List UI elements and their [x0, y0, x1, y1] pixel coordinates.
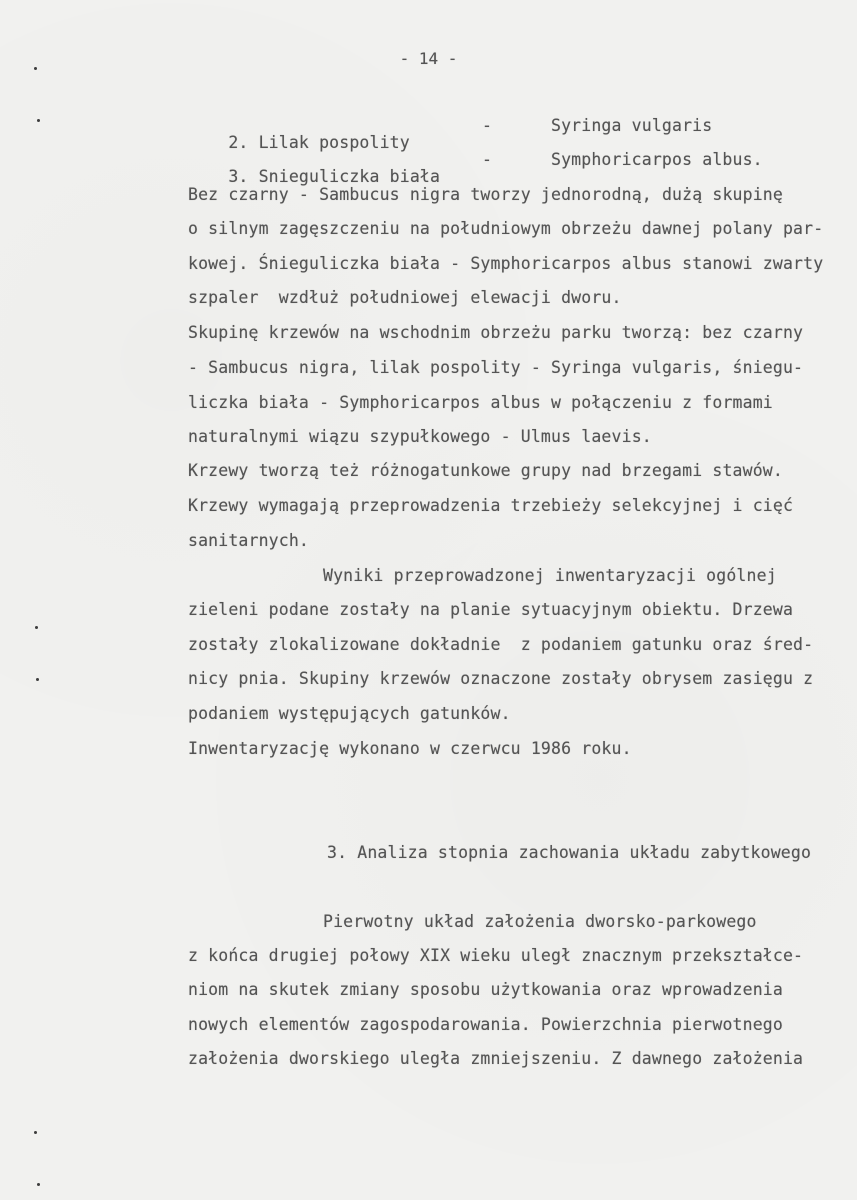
- body-line: Inwentaryzację wykonano w czerwcu 1986 roku.: [188, 739, 632, 758]
- body-line: szpaler wzdłuż południowej elewacji dworu.: [188, 288, 622, 307]
- section-heading: 3. Analiza stopnia zachowania układu zabytkowego: [327, 843, 812, 862]
- body-line: Krzewy wymagają przeprowadzenia trzebieży selekcyjnej i cięć: [188, 496, 794, 515]
- body-line: podaniem występujących gatunków.: [188, 704, 511, 723]
- species-dash: -: [482, 116, 493, 135]
- section-line: założenia dworskiego uległa zmniejszeniu. Z dawnego założenia: [188, 1049, 804, 1068]
- body-line: Bez czarny - Sambucus nigra tworzy jednorodną, dużą skupinę: [188, 185, 783, 204]
- species-name: 2. Lilak pospolity: [228, 132, 410, 152]
- margin-hole-mark: [37, 1183, 40, 1186]
- body-line: liczka biała - Symphoricarpos albus w połączeniu z formami: [188, 393, 773, 412]
- species-dash: -: [482, 150, 493, 169]
- body-line: - Sambucus nigra, lilak pospolity - Syringa vulgaris, śniegu-: [188, 358, 804, 377]
- margin-hole-mark: [35, 626, 38, 629]
- species-latin: Syringa vulgaris: [551, 116, 713, 135]
- species-latin: Symphoricarpos albus.: [551, 150, 763, 169]
- body-line: o silnym zagęszczeniu na południowym obrzeżu dawnej polany par-: [188, 219, 824, 238]
- margin-hole-mark: [37, 119, 40, 122]
- section-line: Pierwotny układ założenia dworsko-parkowego: [323, 912, 757, 931]
- margin-hole-mark: [34, 1131, 37, 1134]
- body-line: Wyniki przeprowadzonej inwentaryzacji ogólnej: [323, 566, 777, 585]
- body-line: nicy pnia. Skupiny krzewów oznaczone zostały obrysem zasięgu z: [188, 669, 814, 688]
- section-line: niom na skutek zmiany sposobu użytkowania oraz wprowadzenia: [188, 980, 783, 999]
- page-number: - 14 -: [399, 49, 458, 68]
- section-line: z końca drugiej połowy XIX wieku uległ znacznym przekształce-: [188, 946, 804, 965]
- body-line: zieleni podane zostały na planie sytuacyjnym obiektu. Drzewa: [188, 600, 794, 619]
- body-line: Skupinę krzewów na wschodnim obrzeżu parku tworzą: bez czarny: [188, 323, 804, 342]
- body-line: sanitarnych.: [188, 531, 310, 550]
- margin-hole-mark: [36, 678, 39, 681]
- species-name: 3. Snieguliczka biała: [228, 166, 441, 186]
- margin-hole-mark: [34, 67, 37, 70]
- body-line: zostały zlokalizowane dokładnie z podaniem gatunku oraz śred-: [188, 635, 814, 654]
- section-line: nowych elementów zagospodarowania. Powierzchnia pierwotnego: [188, 1015, 783, 1034]
- body-line: Krzewy tworzą też różnogatunkowe grupy nad brzegami stawów.: [188, 461, 783, 480]
- body-line: naturalnymi wiązu szypułkowego - Ulmus laevis.: [188, 427, 652, 446]
- body-line: kowej. Śnieguliczka biała - Symphoricarpos albus stanowi zwarty: [188, 254, 824, 273]
